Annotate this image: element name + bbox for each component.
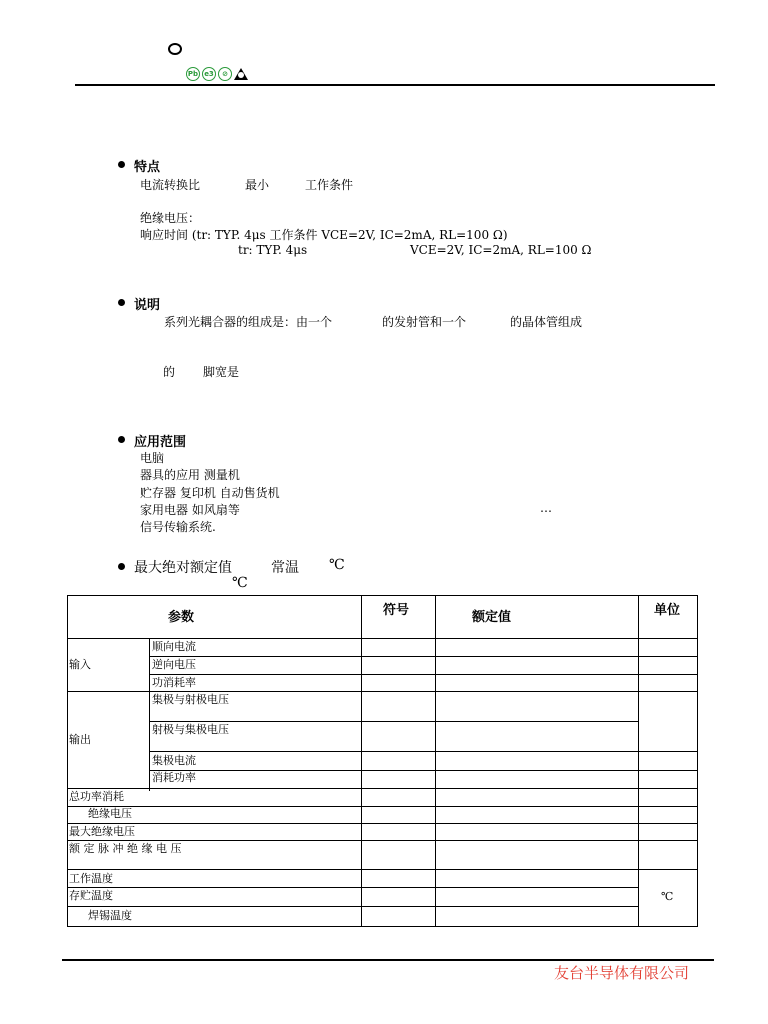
pb-free-icon: Pb: [186, 67, 200, 81]
table-grid: [68, 869, 697, 870]
header-value: 额定值: [472, 609, 512, 624]
table-grid: [149, 721, 638, 722]
bullet: [118, 299, 125, 306]
application-item: 信号传输系统.: [140, 520, 216, 534]
table-grid: [149, 674, 697, 675]
header-rule: [75, 84, 715, 86]
ratings-title: 最大绝对额定值: [134, 560, 232, 576]
param-cell: 集极电流: [152, 754, 196, 767]
param-cell: 焊锡温度: [88, 909, 132, 922]
table-grid: [68, 788, 697, 789]
bullet: [118, 161, 125, 168]
application-item: 电脑: [140, 451, 165, 465]
group-input: 输入: [69, 658, 91, 671]
application-item: 家用电器 如风扇等: [140, 503, 240, 517]
features-text: VCE=2V, IC=2mA, RL=100 Ω: [410, 243, 592, 257]
table-grid: [68, 887, 638, 888]
param-cell: 消耗功率: [152, 771, 196, 784]
param-cell: 射极与集极电压: [152, 723, 229, 736]
applications-title: 应用范围: [134, 435, 187, 450]
param-cell: 最大绝缘电压: [69, 825, 135, 838]
esd-warning-icon: [234, 68, 248, 80]
param-cell: 工作温度: [69, 872, 113, 885]
param-cell: 逆向电压: [152, 658, 196, 671]
certification-icons: [186, 67, 248, 81]
param-cell: 功消耗率: [152, 676, 196, 689]
param-cell: 额 定 脉 冲 绝 缘 电 压: [69, 842, 182, 855]
application-item: 器具的应用 测量机: [140, 468, 240, 482]
description-text: 的发射管和一个: [382, 315, 467, 329]
ratings-table: [67, 595, 698, 927]
bullet: [118, 436, 125, 443]
table-grid: [149, 639, 150, 791]
bullet: [118, 563, 125, 570]
features-text: 响应时间 (tr: TYP. 4μs 工作条件 VCE=2V, IC=2mA, RL=100 Ω): [140, 228, 508, 242]
ratings-condition: 常温: [271, 560, 299, 576]
table-grid: [435, 596, 436, 926]
table-grid: [361, 596, 362, 926]
application-item: 贮存器 复印机 自动售货机: [140, 486, 280, 500]
halogen-free-icon: ⊘: [218, 67, 232, 81]
features-title: 特点: [134, 160, 161, 175]
param-cell: 顺向电流: [152, 640, 196, 653]
company-name: 友台半导体有限公司: [554, 964, 690, 982]
footer-rule: [62, 959, 714, 961]
description-text: 脚宽是: [203, 365, 240, 379]
features-text: 最小: [245, 178, 270, 192]
description-title: 说明: [134, 298, 161, 313]
param-cell: 存贮温度: [69, 889, 113, 902]
ratings-unit: ℃: [329, 557, 345, 573]
features-text: 绝缘电压：: [140, 211, 201, 225]
features-text: 电流转换比: [140, 178, 201, 192]
description-text: 的: [163, 365, 176, 379]
table-grid: [68, 691, 697, 692]
table-grid: [68, 823, 697, 824]
table-grid: [68, 906, 638, 907]
table-grid: [149, 656, 697, 657]
ratings-unit: ℃: [232, 575, 248, 591]
unit-cell: ℃: [661, 890, 674, 903]
header-unit: 单位: [654, 602, 681, 617]
features-text: 工作条件: [305, 178, 354, 192]
description-text: 系列光耦合器的组成是：由一个: [164, 315, 333, 329]
table-grid: [149, 751, 697, 752]
param-cell: 总功率消耗: [69, 790, 124, 803]
param-cell: 集极与射极电压: [152, 693, 229, 706]
e3-icon: e3: [202, 67, 216, 81]
param-cell: 绝缘电压: [88, 807, 132, 820]
group-output: 输出: [69, 733, 91, 746]
table-grid: [68, 806, 697, 807]
header-param: 参数: [168, 609, 195, 624]
table-grid: [68, 840, 697, 841]
ring-mark: [168, 43, 182, 55]
header-symbol: 符号: [383, 602, 410, 617]
application-ellipsis: …: [540, 501, 552, 515]
table-grid: [149, 770, 697, 771]
table-grid: [638, 596, 639, 926]
features-text: tr: TYP. 4μs: [238, 243, 308, 257]
table-grid: [68, 638, 697, 639]
description-text: 的晶体管组成: [510, 315, 583, 329]
